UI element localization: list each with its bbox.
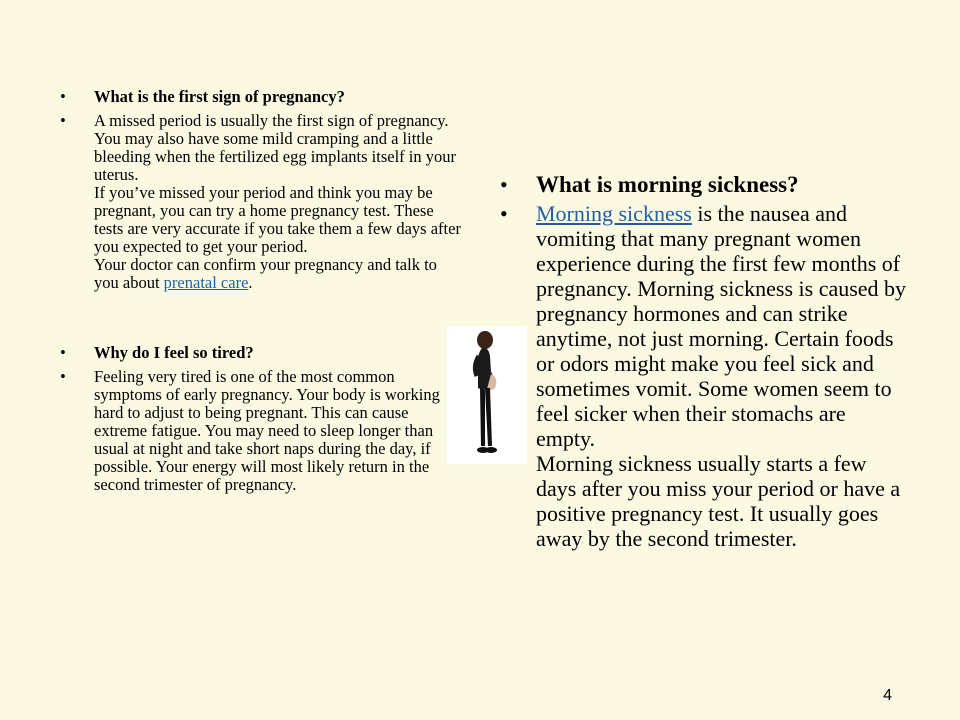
- question-morning-sickness: [500, 172, 910, 201]
- answer-text-segment: Your doctor can confirm your pregnancy and talk to you about: [94, 255, 437, 292]
- answer-first-sign: [60, 112, 465, 292]
- bullet: •: [60, 367, 66, 386]
- bullet: •: [500, 201, 508, 226]
- answer-text: Feeling very tired is one of the most common symptoms of early pregnancy. Your body is working hard to adjust to being pregnant. This can cause extreme fatigue. You may need to sleep longer than usual at night and take short naps during the day, if possible. Your energy will most likely return in the second trimester of pregnancy.: [94, 367, 440, 494]
- question-text: What is the first sign of pregnancy?: [94, 87, 345, 106]
- question-first-sign: [60, 88, 465, 106]
- question-text: Why do I feel so tired?: [94, 343, 254, 362]
- answer-text: [536, 201, 910, 551]
- answer-text-segment: is the nausea and vomiting that many pregnant women experience during the first few months of pregnancy. Morning sickness is caused by pregnancy hormones and can strike anytime, not just morning. Certain foods or odors might make you feel sick and sometimes vomit. Some women seem to feel sicker when their stomachs are empty.: [536, 201, 907, 451]
- answer-morning-sickness: [500, 201, 910, 551]
- answer-paragraph: A missed period is usually the first sign of pregnancy. You may also have some mild cramping and a little bleeding when the fertilized egg implants itself in your uterus.: [94, 111, 456, 184]
- left-column: [60, 88, 465, 494]
- answer-paragraph: If you’ve missed your period and think you may be pregnant, you can try a home pregnancy test. These tests are very accurate if you take them a few days after you expected to get your period.: [94, 183, 461, 256]
- prenatal-care-link[interactable]: prenatal care: [163, 273, 249, 292]
- bullet: •: [60, 111, 66, 130]
- answer-tired: [60, 368, 465, 494]
- answer-paragraph: Morning sickness usually starts a few days after you miss your period or have a positive pregnancy test. It usually goes away by the second trimester.: [536, 451, 901, 551]
- question-tired: [60, 344, 465, 362]
- bullet: •: [60, 343, 66, 362]
- page-number: 4: [883, 687, 892, 704]
- answer-text: [94, 112, 465, 292]
- bullet: •: [500, 172, 508, 197]
- question-text: What is morning sickness?: [536, 172, 799, 197]
- bullet: •: [60, 87, 66, 106]
- answer-paragraph: [536, 201, 910, 451]
- answer-text-segment: .: [248, 273, 253, 292]
- answer-paragraph: [94, 256, 465, 292]
- morning-sickness-link[interactable]: Morning sickness: [536, 201, 692, 226]
- right-column: [500, 172, 910, 551]
